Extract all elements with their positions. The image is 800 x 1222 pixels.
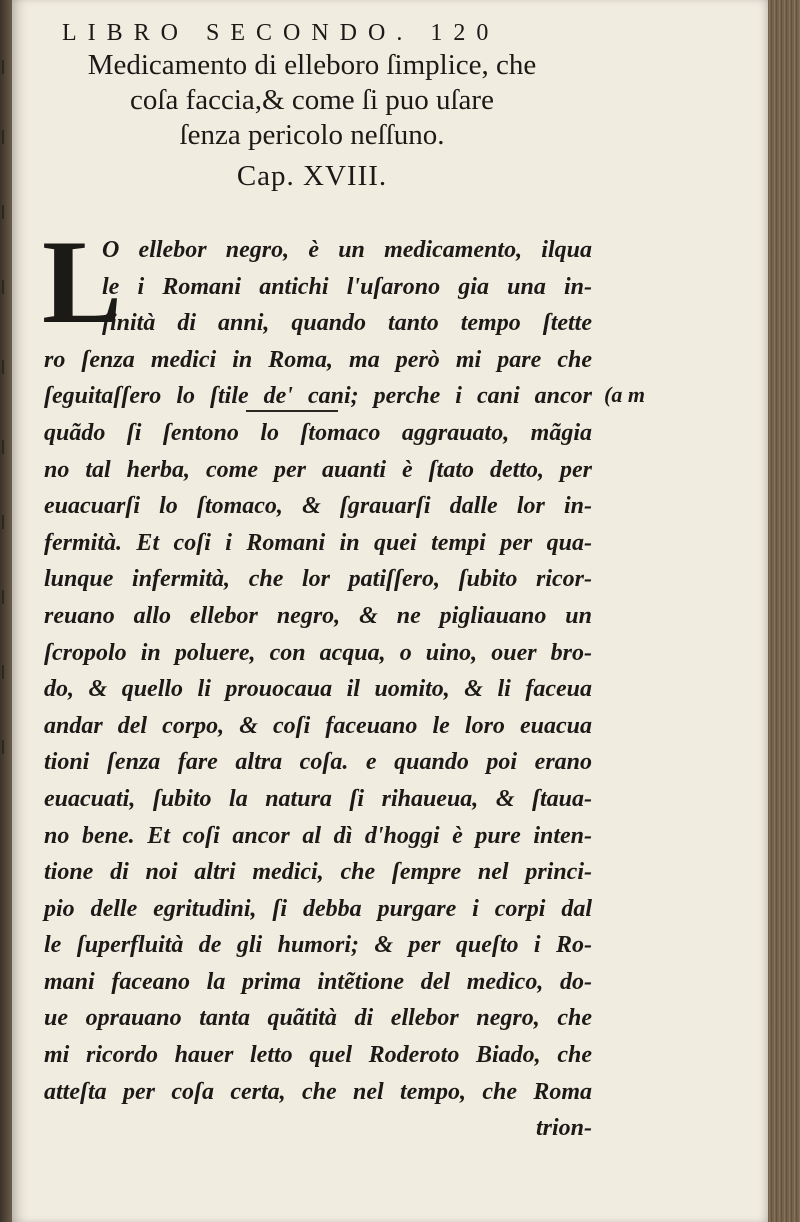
text-line: quãdo ſi ſentono lo ſtomaco aggrauato, mãgia xyxy=(44,419,592,446)
text-line: ro ſenza medici in Roma, ma però mi pare che xyxy=(44,346,592,373)
title-line: ſenza pericolo neſſuno. xyxy=(179,119,445,151)
text-line: no bene. Et coſi ancor al dì d'hoggi è pure inten- xyxy=(44,822,592,849)
text-line: mani faceano la prima intẽtione del medico, do- xyxy=(44,968,592,995)
page-edges xyxy=(768,0,800,1222)
text-line: andar del corpo, & coſi faceuano le loro euacua xyxy=(44,712,592,739)
text-line: euacuarſi lo ſtomaco, & ſgrauarſi dalle lor in- xyxy=(44,493,592,520)
text-line: fermità. Et coſi i Romani in quei tempi per qua- xyxy=(44,529,592,556)
text-line: finità di anni, quando tanto tempo ſtette xyxy=(102,310,592,337)
text-line: lunque infermità, che lor patiſſero, ſubito ricor- xyxy=(44,566,592,593)
text-line: no tal herba, come per auanti è ſtato detto, per xyxy=(44,456,592,483)
facing-page-edge xyxy=(0,40,10,800)
handwritten-underline xyxy=(246,410,338,412)
chapter-number: Cap. XVIII. xyxy=(236,160,388,192)
body-text xyxy=(42,215,592,1147)
text-line: O ellebor negro, è un medicamento, ilqua xyxy=(102,237,592,263)
catchword: trion- xyxy=(535,1115,592,1142)
handwritten-margin-note: (a m xyxy=(604,382,645,407)
running-head: LIBRO SECONDO. 120 xyxy=(62,20,500,46)
text-line: le i Romani antichi l'uſarono gia una in- xyxy=(102,273,592,300)
text-line: pio delle egritudini, ſi debba purgare i corpi dal xyxy=(44,895,592,922)
text-line: do, & quello li prouocaua il uomito, & li faceua xyxy=(44,676,592,703)
book-page xyxy=(12,0,768,1222)
text-line: ſcropolo in poluere, con acqua, o uino, ouer bro- xyxy=(44,639,592,666)
drop-cap: L xyxy=(42,215,123,348)
text-line: mi ricordo hauer letto quel Roderoto Biado, che xyxy=(44,1042,592,1069)
text-line: le ſuperfluità de gli humori; & per queſto i Ro- xyxy=(44,932,592,959)
text-line: atteſta per coſa certa, che nel tempo, che Roma xyxy=(44,1078,592,1105)
text-line: tione di noi altri medici, che ſempre nel princi- xyxy=(44,859,592,886)
title-line: coſa faccia,& come ſi puo uſare xyxy=(130,84,494,116)
text-line: euacuati, ſubito la natura ſi rihaueua, & ſtaua- xyxy=(44,785,592,812)
text-line: tioni ſenza fare altra coſa. e quando poi erano xyxy=(44,749,592,776)
text-line: ue oprauano tanta quãtità di ellebor negro, che xyxy=(44,1005,592,1032)
title-line: Medicamento di elleboro ſimplice, che xyxy=(87,49,537,81)
text-line: ſeguitaſſero lo ſtile de' cani; perche i cani ancor xyxy=(44,383,592,410)
chapter-title xyxy=(42,48,582,153)
text-line: reuano allo ellebor negro, & ne pigliauano un xyxy=(44,602,592,629)
